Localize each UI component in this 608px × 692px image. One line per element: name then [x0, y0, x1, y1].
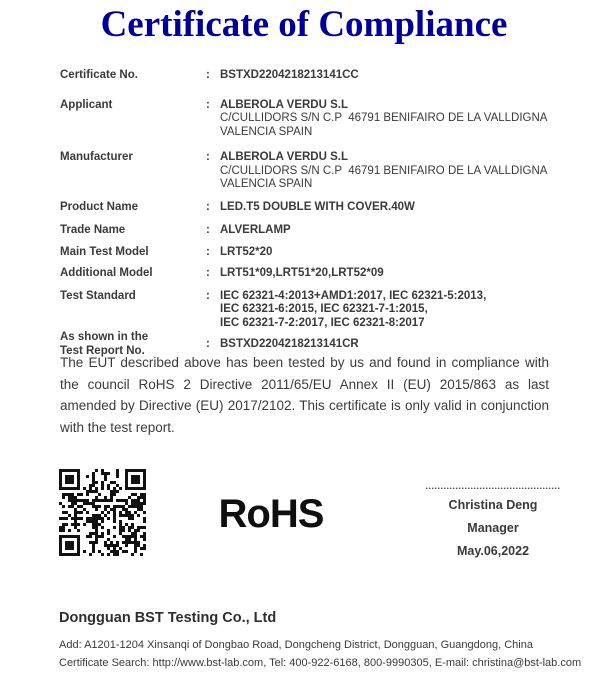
field-label: Trade Name [60, 224, 126, 236]
colon-separator: : [206, 267, 210, 279]
page-title: Certificate of Compliance [100, 4, 508, 45]
field-row-test-standard [60, 290, 552, 331]
colon-separator: : [206, 224, 210, 236]
signatory-role: Manager [467, 521, 519, 535]
test-standard-line2: IEC 62321-6:2015, IEC 62321-7-1:2015, [220, 303, 428, 315]
field-label: Applicant [60, 98, 113, 111]
main-test-model-value: LRT52*20 [220, 245, 273, 258]
field-label: Product Name [60, 200, 138, 213]
certificate-fields [60, 69, 552, 358]
field-row-trade-name [60, 224, 552, 238]
manufacturer-address-line2: VALENCIA SPAIN [220, 178, 313, 190]
footer-address: Add: A1201-1204 Xinsanqi of Dongbao Road, Dongcheng District, Dongguan, Guangdong, China [59, 639, 533, 651]
compliance-statement: The EUT described above has been tested by us and found in compliance with the council RoHS 2 Directive 2011/65/EU Annex II (EU) 2015/863 as last amended by Directive (EU) 2017/2102. This certificate is only valid in conjunction with the test report. [60, 355, 549, 435]
manufacturer-address-line1: C/CULLIDORS S/N C.P 46791 BENIFAIRO DE LA VALLDIGNA [220, 164, 548, 177]
field-row-certificate-no [60, 69, 552, 83]
field-label: Manufacturer [60, 151, 133, 163]
field-label: Test Standard [60, 289, 136, 302]
colon-separator: : [206, 245, 210, 258]
field-row-applicant [60, 99, 552, 140]
field-label-line2: Test Report No. [60, 344, 145, 357]
additional-model-value: LRT51*09,LRT51*20,LRT52*09 [220, 267, 384, 279]
field-label: Additional Model [60, 267, 153, 279]
applicant-name: ALBEROLA VERDU S.L [220, 98, 348, 111]
test-standard-line1: IEC 62321-4:2013+AMD1:2017, IEC 62321-5:2013, [220, 289, 487, 302]
field-label-line1: As shown in the [60, 331, 149, 343]
field-row-manufacturer [60, 151, 552, 192]
field-label: Certificate No. [60, 69, 138, 81]
footer-contact-line: Certificate Search: http://www.bst-lab.com, Tel: 400-922-6168, 800-9990305, E-mail: christina@bst-lab.com [59, 657, 582, 669]
test-standard-line3: IEC 62321-7-2:2017, IEC 62321-8:2017 [220, 316, 425, 329]
signature-date: May.06,2022 [456, 544, 530, 558]
certificate-number-value: BSTXD2204218213141CC [220, 69, 359, 81]
applicant-address-line2: VALENCIA SPAIN [220, 125, 313, 138]
colon-separator: : [206, 337, 210, 350]
manufacturer-name: ALBEROLA VERDU S.L [220, 151, 348, 163]
rohs-logo: RoHS [218, 492, 324, 536]
colon-separator: : [206, 69, 210, 81]
colon-separator: : [206, 151, 210, 163]
colon-separator: : [206, 289, 210, 302]
colon-separator: : [206, 200, 210, 213]
qr-code [57, 467, 148, 558]
field-row-product-name [60, 201, 552, 215]
signature-block [418, 481, 568, 558]
signatory-name: Christina Deng [448, 498, 538, 512]
applicant-address-line1: C/CULLIDORS S/N C.P 46791 BENIFAIRO DE LA VALLDIGNA [220, 112, 548, 124]
field-label: Main Test Model [60, 245, 149, 258]
product-name-value: LED.T5 DOUBLE WITH COVER.40W [220, 200, 415, 213]
field-row-main-test-model [60, 246, 552, 260]
field-row-additional-model [60, 267, 552, 281]
signature-dotted-line: ............................................. [425, 481, 561, 491]
colon-separator: : [206, 98, 210, 111]
test-report-number-value: BSTXD2204218213141CR [220, 337, 359, 350]
footer-company-name: Dongguan BST Testing Co., Ltd [59, 610, 277, 626]
trade-name-value: ALVERLAMP [220, 224, 291, 236]
